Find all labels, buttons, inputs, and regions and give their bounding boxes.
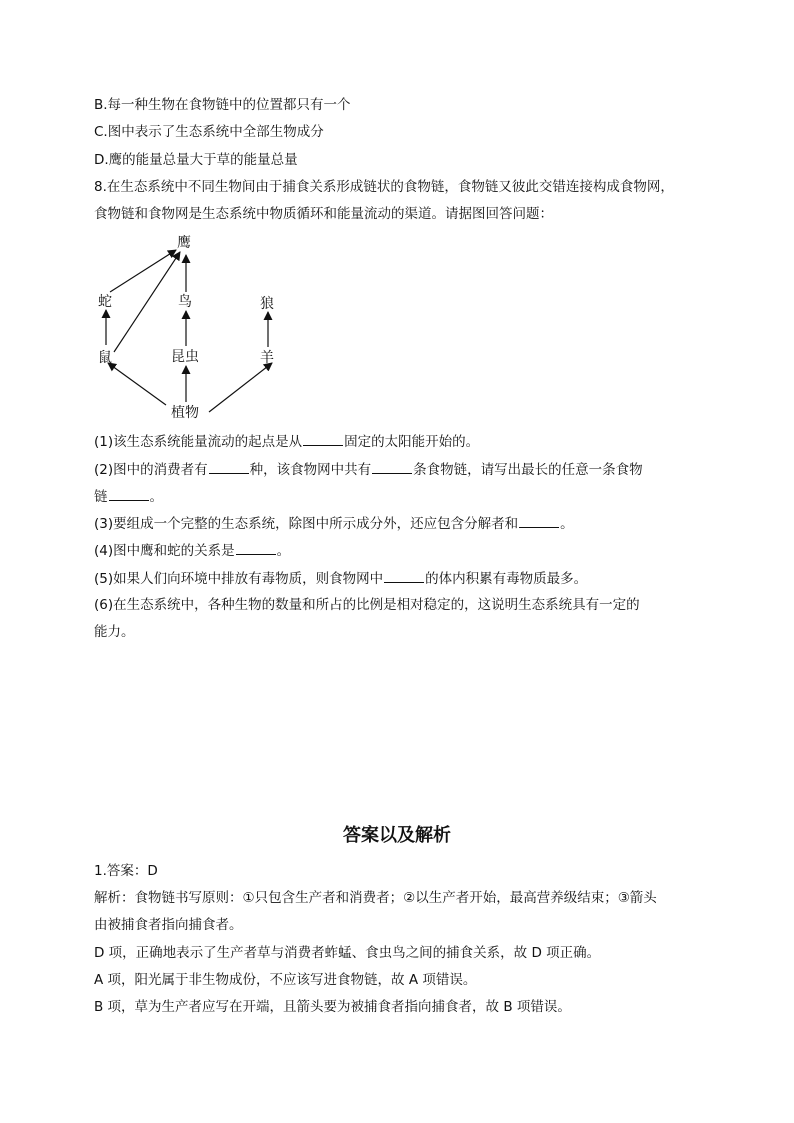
- sub-question-4-period: 。: [276, 543, 291, 559]
- node-sheep: 羊: [260, 350, 274, 366]
- node-wolf: 狼: [260, 296, 274, 312]
- answer-blank: [109, 486, 149, 501]
- option-d: D.鹰的能量总量大于草的能量总量: [94, 152, 298, 168]
- node-bird: 鸟: [178, 294, 192, 310]
- sub-question-2-text-mid: 种，该食物网中共有: [249, 462, 372, 478]
- answers-section-title: 答案以及解析: [343, 825, 451, 846]
- question-8-stem-line-1: 8.在生态系统中不同生物间由于捕食关系形成链状的食物链，食物链又彼此交错连接构成食物网，: [94, 179, 674, 195]
- arrow-mouse-to-eagle: [114, 252, 180, 352]
- sub-question-3: [94, 513, 574, 534]
- node-eagle: 鹰: [177, 235, 191, 251]
- arrow-snake-to-eagle: [110, 250, 176, 292]
- sub-question-3-text: (3)要组成一个完整的生态系统，除图中所示成分外，还应包含分解者和: [94, 516, 519, 532]
- sub-question-1-text: (1)该生态系统能量流动的起点是从: [94, 434, 303, 450]
- node-snake: 蛇: [98, 294, 112, 310]
- explanation-line-3: D 项，正确地表示了生产者草与消费者蚱蜢、食虫鸟之间的捕食关系，故 D 项正确。: [94, 945, 601, 961]
- sub-question-4: [94, 540, 290, 561]
- sub-question-3-period: 。: [560, 516, 574, 532]
- sub-question-2: [94, 459, 643, 480]
- answer-blank: [372, 459, 412, 474]
- answer-blank: [519, 513, 559, 528]
- question-8-stem-line-2: 食物链和食物网是生态系统中物质循环和能量流动的渠道。请据图回答问题：: [94, 206, 553, 222]
- arrow-plant-to-sheep: [209, 363, 272, 412]
- answer-blank: [384, 568, 424, 583]
- answer-blank: [303, 431, 343, 446]
- node-plant: 植物: [171, 405, 199, 421]
- answer-1: 1.答案：D: [94, 863, 158, 879]
- sub-question-4-text: (4)图中鹰和蛇的关系是: [94, 543, 235, 559]
- sub-question-5-text: (5)如果人们向环境中排放有毒物质，则食物网中: [94, 571, 384, 587]
- explanation-line-4: A 项，阳光属于非生物成份，不应该写进食物链，故 A 项错误。: [94, 972, 477, 988]
- explanation-line-2: 由被捕食者指向捕食者。: [94, 917, 243, 933]
- sub-question-6-continued: 能力。: [94, 624, 135, 640]
- sub-question-6: (6)在生态系统中，各种生物的数量和所占的比例是相对稳定的，这说明生态系统具有一定的: [94, 597, 640, 613]
- sub-question-2-continued: [94, 486, 163, 507]
- sub-question-2-period: 。: [149, 489, 163, 505]
- sub-question-2-chain-label: 链: [94, 489, 108, 505]
- sub-question-5: [94, 568, 587, 589]
- sub-question-1-text-end: 固定的太阳能开始的。: [344, 434, 480, 450]
- explanation-line-5: B 项，草为生产者应写在开端，且箭头要为被捕食者指向捕食者，故 B 项错误。: [94, 999, 571, 1015]
- option-c: C.图中表示了生态系统中全部生物成分: [94, 124, 324, 140]
- answer-blank: [209, 459, 249, 474]
- arrow-plant-to-mouse: [108, 363, 166, 405]
- node-mouse: 鼠: [98, 350, 112, 366]
- answer-blank: [236, 540, 276, 555]
- sub-question-5-text-end: 的体内积累有毒物质最多。: [425, 571, 588, 587]
- sub-question-2-text: (2)图中的消费者有: [94, 462, 208, 478]
- sub-question-2-text-end: 条食物链，请写出最长的任意一条食物: [413, 462, 643, 478]
- option-b: B.每一种生物在食物链中的位置都只有一个: [94, 97, 351, 113]
- sub-question-1: [94, 431, 479, 452]
- explanation-line-1: 解析：食物链书写原则：①只包含生产者和消费者；②以生产者开始，最高营养级结束；③箭头: [94, 890, 657, 906]
- node-insect: 昆虫: [171, 349, 199, 365]
